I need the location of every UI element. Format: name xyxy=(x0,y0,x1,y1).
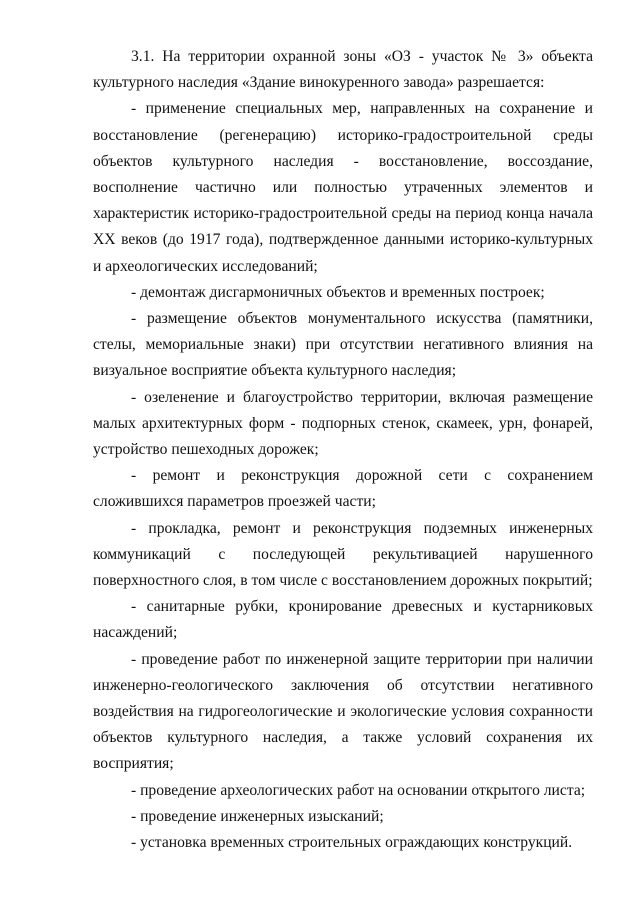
list-item: - размещение объектов монументального искусства (памятники, стелы, мемориальные знаки) при отсутствии негативного влияния на визуальное восприятие объекта культурного наследия; xyxy=(93,310,593,380)
list-item: - санитарные рубки, кронирование древесных и кустарниковых насаждений; xyxy=(93,598,593,642)
list-item: - проведение археологических работ на основании открытого листа; xyxy=(131,781,586,799)
list-item: - прокладка, ремонт и реконструкция подземных инженерных коммуникаций с последующей рекультивацией нарушенного поверхностного слоя, в том числе с восстановлением дорожных покрытий; xyxy=(93,519,593,590)
list-item: - проведение инженерных изысканий; xyxy=(131,807,384,825)
list-item: - проведение работ по инженерной защите территории при наличии инженерно-геологического заключения об отсутствии негативного воздействия на гидрогеологические и экологические условия сохранности объектов культурного наследия, а также условий сохранения их восприятия; xyxy=(93,650,593,773)
list-item: - ремонт и реконструкция дорожной сети с сохранением сложившихся параметров проезжей части; xyxy=(93,467,593,511)
list-item: - озеленение и благоустройство территории, включая размещение малых архитектурных форм - подпорных стенок, скамеек, урн, фонарей, устройство пешеходных дорожек; xyxy=(93,388,593,459)
list-item: - демонтаж дисгармоничных объектов и временных построек; xyxy=(131,283,545,301)
list-item: - применение специальных мер, направленных на сохранение и восстановление (регенерацию) историко-градостроительной среды объектов культурного наследия - восстановление, воссоздание, восполнение частично или полностью утраченных элементов и характеристик историко-градостроительной среды на период конца начала XX веков (до 1917 года), подтвержденное данными историко-культурных и археологических исследований; xyxy=(93,100,593,275)
document-body xyxy=(93,44,593,856)
list-item: - установка временных строительных ограждающих конструкций. xyxy=(131,834,573,852)
intro-paragraph: 3.1. На территории охранной зоны «ОЗ - участок № 3» объекта культурного наследия «Здание винокуренного завода» разрешается: xyxy=(93,48,593,92)
